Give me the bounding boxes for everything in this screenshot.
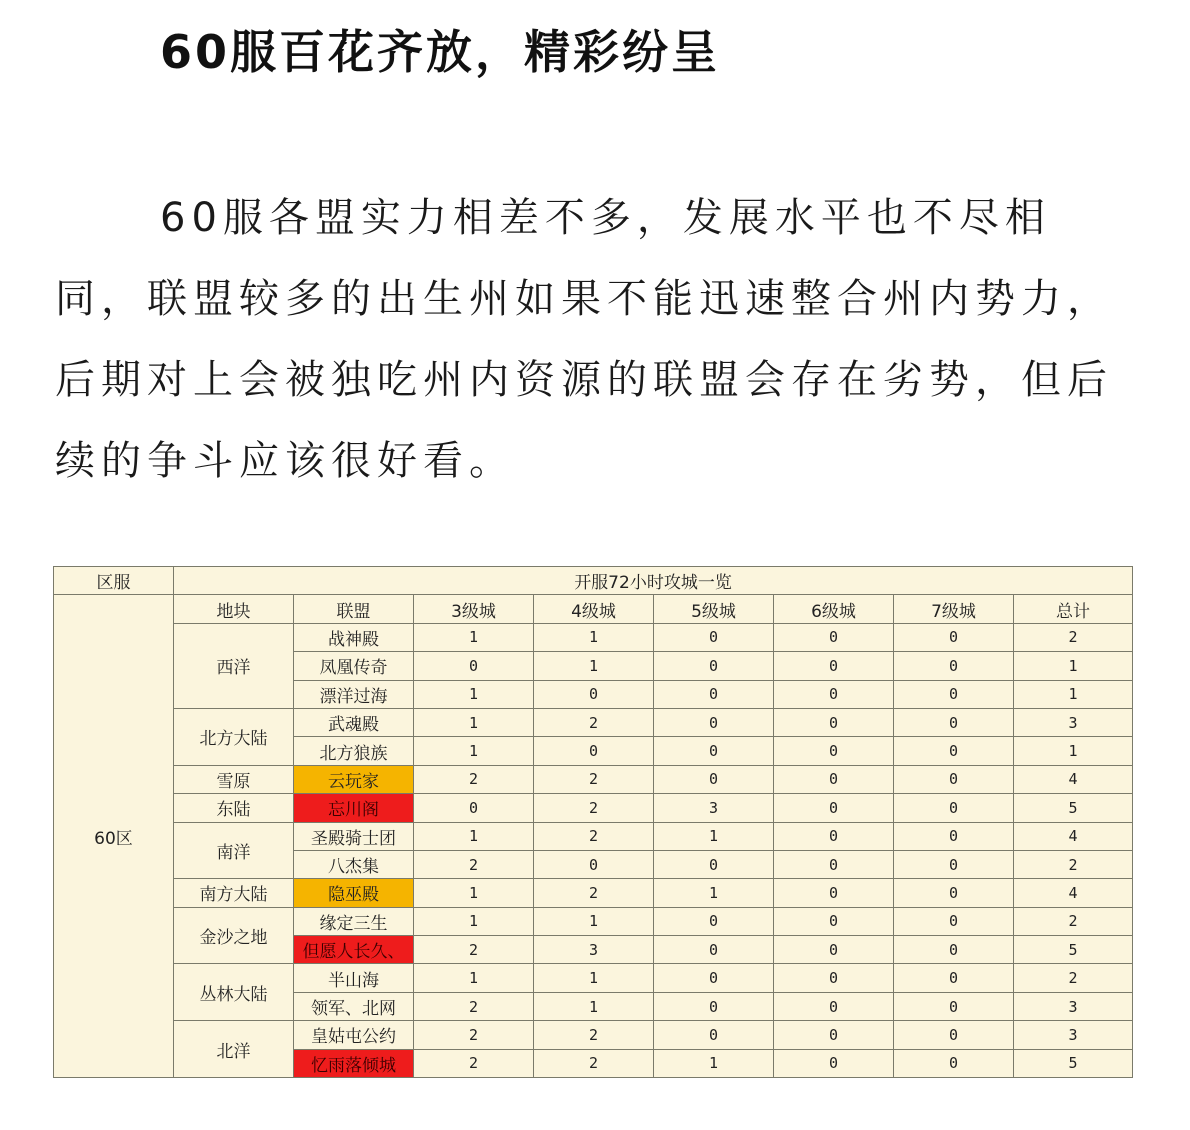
level4-count-cell: 2 — [534, 822, 654, 850]
level5-count-cell: 0 — [654, 623, 774, 651]
alliance-cell: 但愿人长久、 — [294, 936, 414, 964]
alliance-cell: 忆雨落倾城 — [294, 1049, 414, 1077]
table-header-row — [54, 595, 1133, 623]
level5-count-cell: 0 — [654, 850, 774, 878]
level5-count-cell: 0 — [654, 652, 774, 680]
level4-count-cell: 2 — [534, 708, 654, 736]
level5-count-cell: 1 — [654, 822, 774, 850]
level5-count-cell: 3 — [654, 794, 774, 822]
level3-count-cell: 1 — [414, 737, 534, 765]
level5-count-cell: 1 — [654, 1049, 774, 1077]
level6-count-cell: 0 — [774, 737, 894, 765]
total-count-cell: 1 — [1014, 652, 1133, 680]
level5-count-cell: 0 — [654, 765, 774, 793]
level4-count-cell: 1 — [534, 652, 654, 680]
level3-count-cell: 0 — [414, 652, 534, 680]
article-title: 60服百花齐放，精彩纷呈 — [160, 25, 721, 79]
level5-count-cell: 0 — [654, 964, 774, 992]
region-cell: 雪原 — [174, 765, 294, 793]
header-level6: 6级城 — [774, 595, 894, 623]
region-cell: 西洋 — [174, 623, 294, 708]
level7-count-cell: 0 — [894, 992, 1014, 1020]
level4-count-cell: 1 — [534, 992, 654, 1020]
level7-count-cell: 0 — [894, 850, 1014, 878]
siege-summary-table-image — [53, 566, 1132, 1078]
table-caption-cell: 开服72小时攻城一览 — [174, 567, 1133, 595]
level4-count-cell: 0 — [534, 680, 654, 708]
table-caption-row — [54, 567, 1133, 595]
region-cell: 南方大陆 — [174, 879, 294, 907]
total-count-cell: 4 — [1014, 765, 1133, 793]
level3-count-cell: 1 — [414, 708, 534, 736]
siege-summary-table — [53, 566, 1133, 1078]
level6-count-cell: 0 — [774, 936, 894, 964]
level3-count-cell: 2 — [414, 765, 534, 793]
alliance-cell: 半山海 — [294, 964, 414, 992]
level7-count-cell: 0 — [894, 1049, 1014, 1077]
level7-count-cell: 0 — [894, 765, 1014, 793]
alliance-cell: 缘定三生 — [294, 907, 414, 935]
level3-count-cell: 1 — [414, 680, 534, 708]
alliance-cell: 圣殿骑士团 — [294, 822, 414, 850]
total-count-cell: 2 — [1014, 964, 1133, 992]
total-count-cell: 3 — [1014, 992, 1133, 1020]
region-cell: 丛林大陆 — [174, 964, 294, 1021]
level3-count-cell: 1 — [414, 879, 534, 907]
level6-count-cell: 0 — [774, 1021, 894, 1049]
level7-count-cell: 0 — [894, 907, 1014, 935]
region-cell: 东陆 — [174, 794, 294, 822]
total-count-cell: 1 — [1014, 680, 1133, 708]
level7-count-cell: 0 — [894, 623, 1014, 651]
level4-count-cell: 2 — [534, 794, 654, 822]
level4-count-cell: 2 — [534, 1049, 654, 1077]
region-cell: 北洋 — [174, 1021, 294, 1078]
level3-count-cell: 2 — [414, 850, 534, 878]
alliance-cell: 战神殿 — [294, 623, 414, 651]
header-level4: 4级城 — [534, 595, 654, 623]
total-count-cell: 1 — [1014, 737, 1133, 765]
header-level3: 3级城 — [414, 595, 534, 623]
level3-count-cell: 2 — [414, 1021, 534, 1049]
level4-count-cell: 1 — [534, 907, 654, 935]
level6-count-cell: 0 — [774, 794, 894, 822]
table-row — [54, 879, 1133, 907]
level7-count-cell: 0 — [894, 737, 1014, 765]
level3-count-cell: 1 — [414, 623, 534, 651]
level6-count-cell: 0 — [774, 765, 894, 793]
total-count-cell: 5 — [1014, 1049, 1133, 1077]
table-row — [54, 964, 1133, 992]
header-alliance: 联盟 — [294, 595, 414, 623]
header-level7: 7级城 — [894, 595, 1014, 623]
level3-count-cell: 0 — [414, 794, 534, 822]
level5-count-cell: 0 — [654, 680, 774, 708]
alliance-cell: 北方狼族 — [294, 737, 414, 765]
level4-count-cell: 1 — [534, 623, 654, 651]
level6-count-cell: 0 — [774, 652, 894, 680]
level5-count-cell: 0 — [654, 737, 774, 765]
table-row — [54, 907, 1133, 935]
level3-count-cell: 2 — [414, 936, 534, 964]
total-count-cell: 4 — [1014, 879, 1133, 907]
level6-count-cell: 0 — [774, 1049, 894, 1077]
level6-count-cell: 0 — [774, 850, 894, 878]
level6-count-cell: 0 — [774, 623, 894, 651]
alliance-cell: 领军、北网 — [294, 992, 414, 1020]
total-count-cell: 5 — [1014, 936, 1133, 964]
total-count-cell: 4 — [1014, 822, 1133, 850]
level5-count-cell: 1 — [654, 879, 774, 907]
total-count-cell: 2 — [1014, 623, 1133, 651]
level5-count-cell: 0 — [654, 992, 774, 1020]
level7-count-cell: 0 — [894, 964, 1014, 992]
server-cell: 60区 — [54, 595, 174, 1078]
level7-count-cell: 0 — [894, 708, 1014, 736]
region-cell: 金沙之地 — [174, 907, 294, 964]
header-region: 地块 — [174, 595, 294, 623]
total-count-cell: 5 — [1014, 794, 1133, 822]
level4-count-cell: 2 — [534, 879, 654, 907]
level3-count-cell: 2 — [414, 992, 534, 1020]
level4-count-cell: 2 — [534, 765, 654, 793]
region-cell: 南洋 — [174, 822, 294, 879]
alliance-cell: 武魂殿 — [294, 708, 414, 736]
level6-count-cell: 0 — [774, 964, 894, 992]
level3-count-cell: 1 — [414, 822, 534, 850]
level4-count-cell: 3 — [534, 936, 654, 964]
table-row — [54, 794, 1133, 822]
table-row — [54, 1021, 1133, 1049]
level6-count-cell: 0 — [774, 708, 894, 736]
alliance-cell: 凤凰传奇 — [294, 652, 414, 680]
level6-count-cell: 0 — [774, 992, 894, 1020]
alliance-cell: 八杰集 — [294, 850, 414, 878]
table-row — [54, 822, 1133, 850]
level7-count-cell: 0 — [894, 936, 1014, 964]
level5-count-cell: 0 — [654, 936, 774, 964]
level3-count-cell: 1 — [414, 907, 534, 935]
region-cell: 北方大陆 — [174, 708, 294, 765]
level3-count-cell: 1 — [414, 964, 534, 992]
level7-count-cell: 0 — [894, 794, 1014, 822]
level4-count-cell: 2 — [534, 1021, 654, 1049]
level5-count-cell: 0 — [654, 708, 774, 736]
alliance-cell: 皇姑屯公约 — [294, 1021, 414, 1049]
total-count-cell: 2 — [1014, 850, 1133, 878]
level6-count-cell: 0 — [774, 907, 894, 935]
level4-count-cell: 0 — [534, 850, 654, 878]
level7-count-cell: 0 — [894, 822, 1014, 850]
level4-count-cell: 1 — [534, 964, 654, 992]
level6-count-cell: 0 — [774, 879, 894, 907]
level6-count-cell: 0 — [774, 822, 894, 850]
article-paragraph: 60服各盟实力相差不多，发展水平也不尽相同，联盟较多的出生州如果不能迅速整合州内势力，后期对上会被独吃州内资源的联盟会存在劣势，但后续的争斗应该很好看。 — [55, 195, 1113, 484]
alliance-cell: 隐巫殿 — [294, 879, 414, 907]
total-count-cell: 3 — [1014, 708, 1133, 736]
corner-label-cell: 区服 — [54, 567, 174, 595]
table-row — [54, 623, 1133, 651]
table-row — [54, 708, 1133, 736]
total-count-cell: 2 — [1014, 907, 1133, 935]
header-level5: 5级城 — [654, 595, 774, 623]
level7-count-cell: 0 — [894, 879, 1014, 907]
header-total: 总计 — [1014, 595, 1133, 623]
alliance-cell: 忘川阁 — [294, 794, 414, 822]
level3-count-cell: 2 — [414, 1049, 534, 1077]
total-count-cell: 3 — [1014, 1021, 1133, 1049]
level5-count-cell: 0 — [654, 1021, 774, 1049]
table-row — [54, 765, 1133, 793]
level7-count-cell: 0 — [894, 652, 1014, 680]
level7-count-cell: 0 — [894, 1021, 1014, 1049]
level6-count-cell: 0 — [774, 680, 894, 708]
level5-count-cell: 0 — [654, 907, 774, 935]
level7-count-cell: 0 — [894, 680, 1014, 708]
alliance-cell: 云玩家 — [294, 765, 414, 793]
level4-count-cell: 0 — [534, 737, 654, 765]
alliance-cell: 漂洋过海 — [294, 680, 414, 708]
